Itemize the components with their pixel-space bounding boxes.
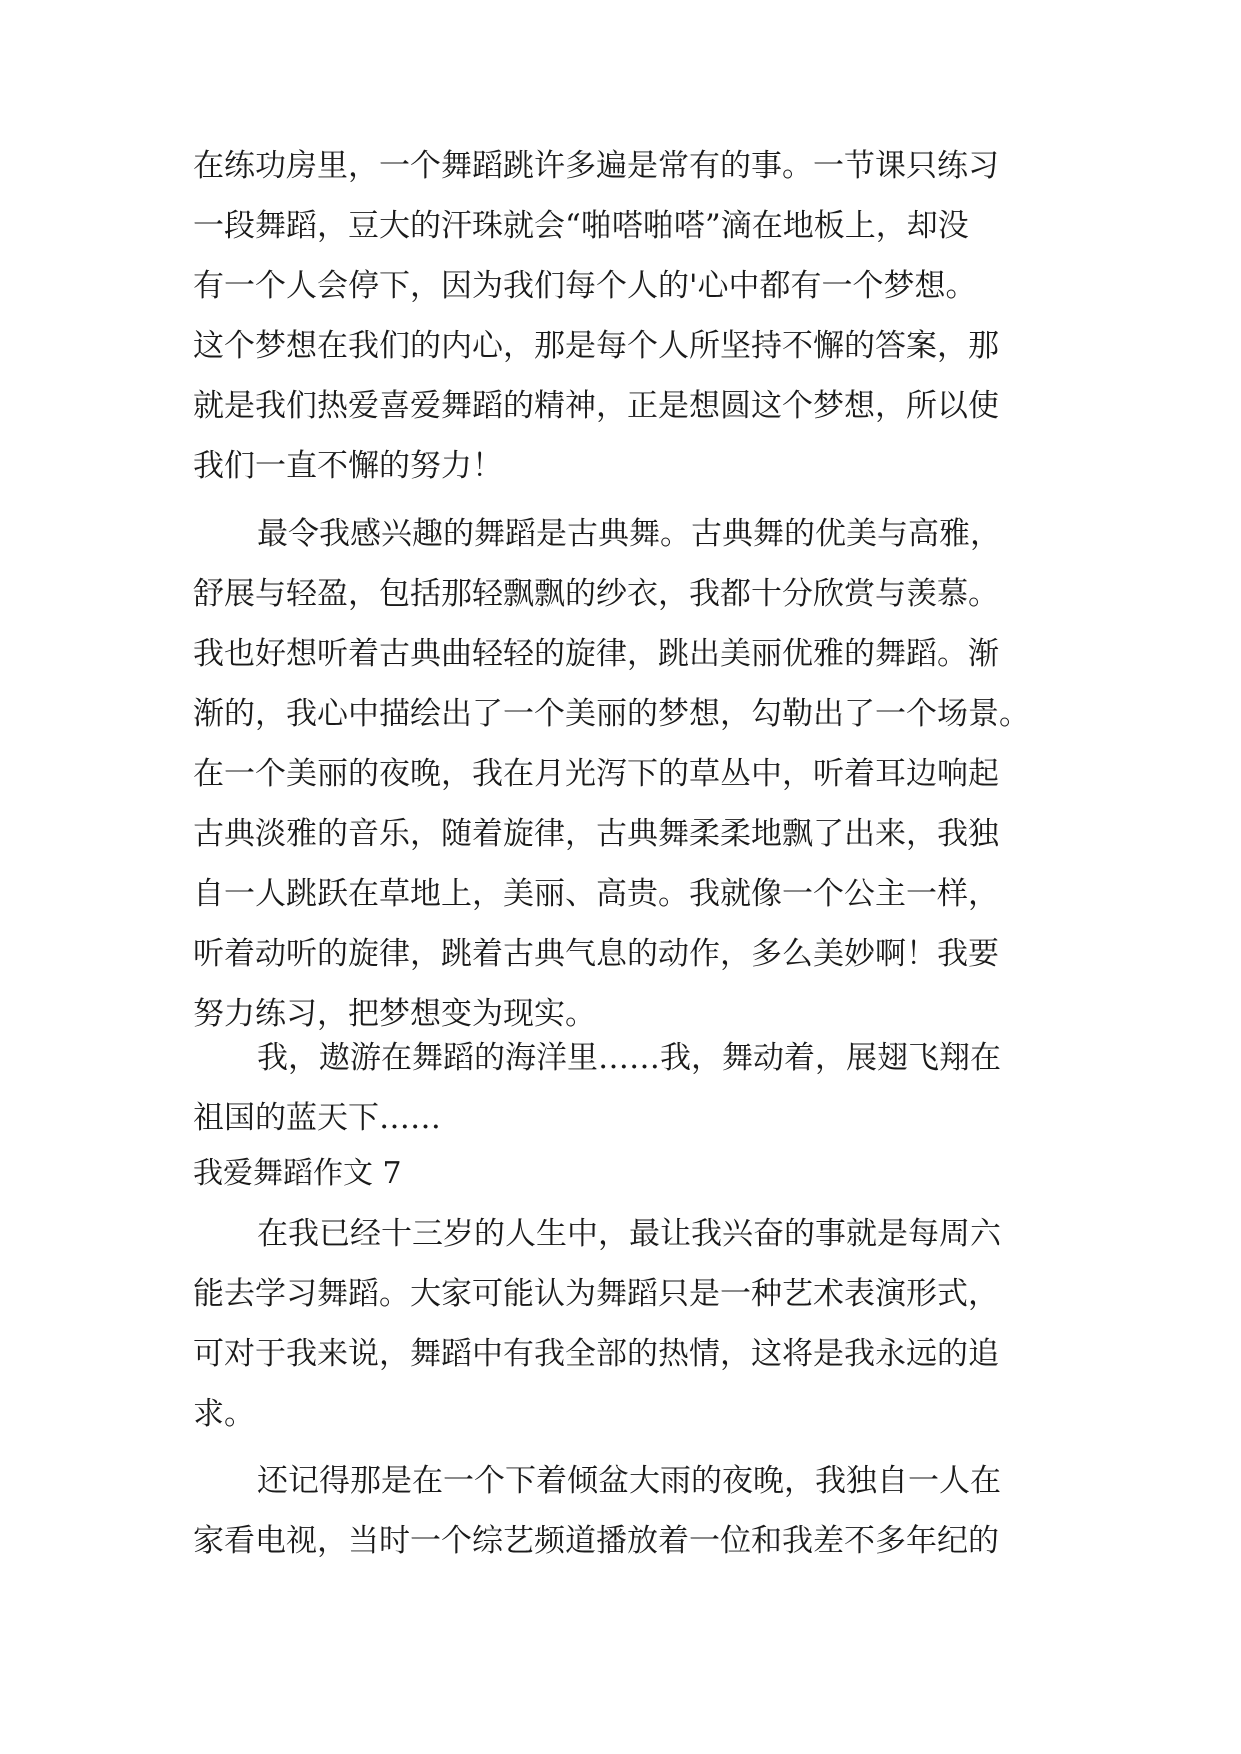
text-line: 听着动听的旋律，跳着古典气息的动作，多么美妙啊！我要 — [193, 936, 999, 972]
text-line: 祖国的蓝天下…… — [193, 1100, 441, 1136]
text-line: 在练功房里，一个舞蹈跳许多遍是常有的事。一节课只练习 — [193, 148, 999, 184]
text-line: 家看电视，当时一个综艺频道播放着一位和我差不多年纪的 — [193, 1523, 999, 1559]
text-line: 努力练习，把梦想变为现实。 — [193, 996, 596, 1032]
text-line: 能去学习舞蹈。大家可能认为舞蹈只是一种艺术表演形式， — [193, 1276, 999, 1312]
text-line: 我也好想听着古典曲轻轻的旋律，跳出美丽优雅的舞蹈。渐 — [193, 636, 999, 672]
text-line: 我，遨游在舞蹈的海洋里……我，舞动着，展翅飞翔在 — [257, 1040, 1001, 1076]
text-line: 还记得那是在一个下着倾盆大雨的夜晚，我独自一人在 — [257, 1463, 1001, 1499]
text-line: 自一人跳跃在草地上，美丽、高贵。我就像一个公主一样， — [193, 876, 999, 912]
text-line: 一段舞蹈，豆大的汗珠就会“啪嗒啪嗒”滴在地板上，却没 — [193, 208, 969, 244]
paragraph-thirteen-years — [193, 1204, 1053, 1444]
text-line: 舒展与轻盈，包括那轻飘飘的纱衣，我都十分欣赏与羡慕。 — [193, 576, 999, 612]
text-line: 在我已经十三岁的人生中，最让我兴奋的事就是每周六 — [257, 1216, 1001, 1252]
text-line: 在一个美丽的夜晚，我在月光泻下的草丛中，听着耳边响起 — [193, 756, 999, 792]
text-line: 我们一直不懈的努力！ — [193, 448, 503, 484]
section-title-block — [193, 1146, 1053, 1206]
text-line: 就是我们热爱喜爱舞蹈的精神，正是想圆这个梦想，所以使 — [193, 388, 999, 424]
paragraph-closing — [193, 1028, 1053, 1148]
text-line: 古典淡雅的音乐，随着旋律，古典舞柔柔地飘了出来，我独 — [193, 816, 999, 852]
text-line: 最令我感兴趣的舞蹈是古典舞。古典舞的优美与高雅， — [257, 516, 1001, 552]
section-title: 我爱舞蹈作文 7 — [193, 1156, 402, 1191]
paragraph-practice-room — [193, 136, 1053, 496]
text-line: 这个梦想在我们的内心，那是每个人所坚持不懈的答案，那 — [193, 328, 999, 364]
text-line: 可对于我来说，舞蹈中有我全部的热情，这将是我永远的追 — [193, 1336, 999, 1372]
paragraph-rainy-night — [193, 1451, 1053, 1571]
text-line: 有一个人会停下，因为我们每个人的'心中都有一个梦想。 — [193, 268, 977, 304]
paragraph-classical-dance — [193, 504, 1053, 1044]
text-line: 渐的，我心中描绘出了一个美丽的梦想，勾勒出了一个场景。 — [193, 696, 1030, 732]
text-line: 求。 — [193, 1396, 255, 1432]
